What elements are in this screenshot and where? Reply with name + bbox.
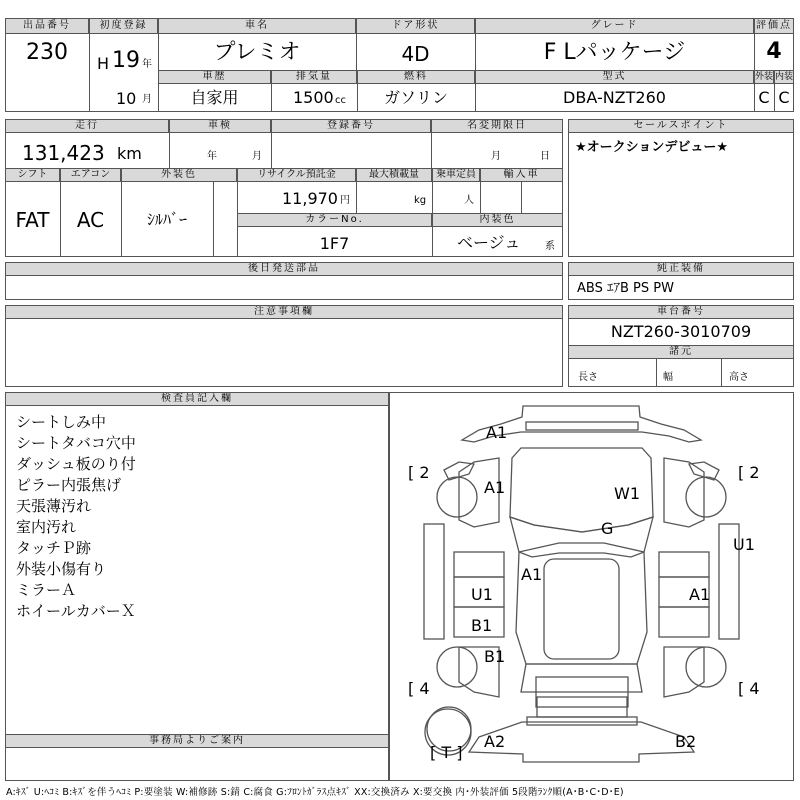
shift-value: FAT: [15, 208, 50, 232]
capacity-unit: 人: [464, 195, 474, 206]
inspector-note: シートしみ中: [16, 413, 107, 431]
interior-color-header: 内装色: [432, 213, 563, 227]
mark-center: A1: [521, 565, 543, 584]
inspector-note: ダッシュ板のり付: [16, 455, 136, 473]
inspector-header: 検査員記入欄: [5, 392, 389, 406]
interior-header: 内装: [775, 72, 794, 82]
score-value: 4: [766, 39, 782, 64]
door-header: ドア形状: [356, 18, 475, 34]
displacement-unit: cc: [335, 95, 346, 106]
mark-windshield: W1: [614, 484, 640, 503]
exterior-header: 外装: [755, 72, 774, 82]
notes-header: 注意事項欄: [5, 305, 563, 319]
grade-header: グレード: [475, 18, 754, 34]
mark-left-door-b: B1: [471, 616, 493, 635]
car-diagram: [389, 392, 794, 781]
interior-value: C: [778, 88, 790, 107]
ac-header: エアコン: [60, 168, 121, 182]
mark-fl-corner: [ 2: [408, 463, 430, 482]
lot-no-header: 出品番号: [5, 18, 89, 34]
ac-value: AC: [76, 208, 105, 232]
dims-header: 諸元: [568, 345, 794, 359]
inspector-note: ミラーＡ: [16, 581, 77, 599]
mark-right-door: A1: [689, 585, 711, 604]
mark-rear-right: B2: [675, 732, 697, 751]
displacement-header: 排気量: [271, 70, 357, 84]
office-header: 事務局よりご案内: [5, 734, 389, 748]
mark-spare-value: T: [441, 743, 452, 762]
max-load-header: 最大積載量: [356, 168, 432, 182]
mileage-unit: km: [117, 144, 142, 163]
length-label: 長さ: [578, 372, 598, 383]
reg-no-header: 登録番号: [271, 119, 431, 133]
history-header: 車歴: [158, 70, 271, 84]
mark-front-a1: A1: [486, 423, 508, 442]
interior-color-value: ベージュ: [457, 233, 521, 252]
genuine-header: 純正装備: [568, 262, 794, 276]
model-value: DBA-NZT260: [563, 88, 666, 107]
capacity-header: 乗車定員: [432, 168, 480, 182]
history-value: 自家用: [190, 88, 239, 107]
deadline-day-unit: 日: [540, 151, 550, 162]
mark-rr-corner: [ 4: [738, 679, 760, 698]
inspector-note: タッチＰ跡: [16, 539, 92, 557]
deadline-header: 名変期限日: [431, 119, 563, 133]
height-label: 高さ: [729, 372, 749, 383]
inspector-note: ホイールカバーＸ: [16, 602, 136, 620]
score-header: 評価点: [754, 18, 794, 34]
recycle-header: リサイクル預託金: [237, 168, 356, 182]
inspector-note: シートタバコ穴中: [16, 434, 136, 452]
car-name-value: プレミオ: [213, 40, 301, 65]
displacement-value: 1500: [293, 88, 334, 107]
mark-fr-corner-value: 2: [749, 463, 760, 482]
reg-month: 10: [116, 89, 137, 108]
chassis-header: 車台番号: [568, 305, 794, 319]
genuine-value: ABS ｴｱB PS PW: [577, 281, 674, 296]
interior-color-unit: 系: [545, 241, 555, 252]
sales-point-value: ★オークションデビュー★: [575, 140, 729, 155]
import-header: 輸入車: [480, 168, 563, 182]
max-load-unit: kg: [414, 195, 427, 206]
era: H: [97, 54, 110, 73]
mark-left-rear-b: B1: [484, 647, 506, 666]
mark-fr-corner: [ 2: [738, 463, 760, 482]
fuel-value: ガソリン: [383, 88, 448, 107]
inspection-header: 車検: [169, 119, 271, 133]
color-value: ｼﾙﾊﾞｰ: [146, 210, 187, 229]
deadline-month-unit: 月: [491, 151, 501, 162]
chassis-value: NZT260-3010709: [610, 322, 752, 341]
mark-rr-corner-value: 4: [749, 679, 760, 698]
inspector-note: 室内汚れ: [16, 518, 77, 536]
model-header: 型式: [475, 70, 754, 84]
door-value: 4D: [401, 42, 430, 66]
sales-point-header: セールスポイント: [568, 119, 794, 133]
grade-value: F Lパッケージ: [543, 40, 686, 65]
mark-left-door-u: U1: [471, 585, 493, 604]
mark-rl-corner-value: 4: [419, 679, 430, 698]
inspector-note: ピラー内張焦げ: [16, 476, 122, 494]
recycle-value: 11,970: [282, 189, 338, 208]
color-header: 外装色: [121, 168, 237, 182]
reg-year: 19: [112, 48, 140, 73]
exterior-value: C: [758, 88, 770, 107]
mark-spare: [ T ]: [430, 743, 463, 762]
mark-right-fender: U1: [733, 535, 755, 554]
recycle-unit: 円: [340, 195, 350, 206]
reg-year-unit: 年: [142, 59, 152, 70]
first-reg-header: 初度登録: [89, 18, 158, 34]
width-label: 幅: [663, 372, 673, 383]
mark-fl-corner-value: 2: [419, 463, 430, 482]
mark-glass: G: [601, 519, 614, 538]
color-no-value: 1F7: [319, 234, 350, 253]
inspection-year-unit: 年: [207, 151, 217, 162]
reg-month-unit: 月: [142, 94, 152, 105]
inspector-note: 外装小傷有り: [16, 560, 107, 578]
legend: A:ｷｽﾞ U:ﾍｺﾐ B:ｷｽﾞを伴うﾍｺﾐ P:要塗装 W:補修跡 S:錆 C:腐食 G:ﾌﾛﾝﾄｶﾞﾗｽ点ｷｽﾞ XX:交換済み X:要交換 内･外装評価 5段階ﾗﾝｸ順(A･B･C･D･E): [6, 787, 624, 798]
mileage-header: 走行: [5, 119, 169, 133]
mark-rear-left: A2: [484, 732, 506, 751]
car-name-header: 車名: [158, 18, 356, 34]
shift-header: シフト: [5, 168, 60, 182]
color-no-header: カラーNo.: [237, 213, 432, 227]
inspection-month-unit: 月: [252, 151, 262, 162]
mileage-value: 131,423: [22, 141, 105, 165]
mark-rl-corner: [ 4: [408, 679, 430, 698]
fuel-header: 燃料: [357, 70, 475, 84]
later-parts-header: 後日発送部品: [5, 262, 563, 276]
lot-no-value: 230: [26, 40, 68, 65]
mark-left-fender: A1: [484, 478, 506, 497]
inspector-note: 天張薄汚れ: [16, 497, 92, 515]
